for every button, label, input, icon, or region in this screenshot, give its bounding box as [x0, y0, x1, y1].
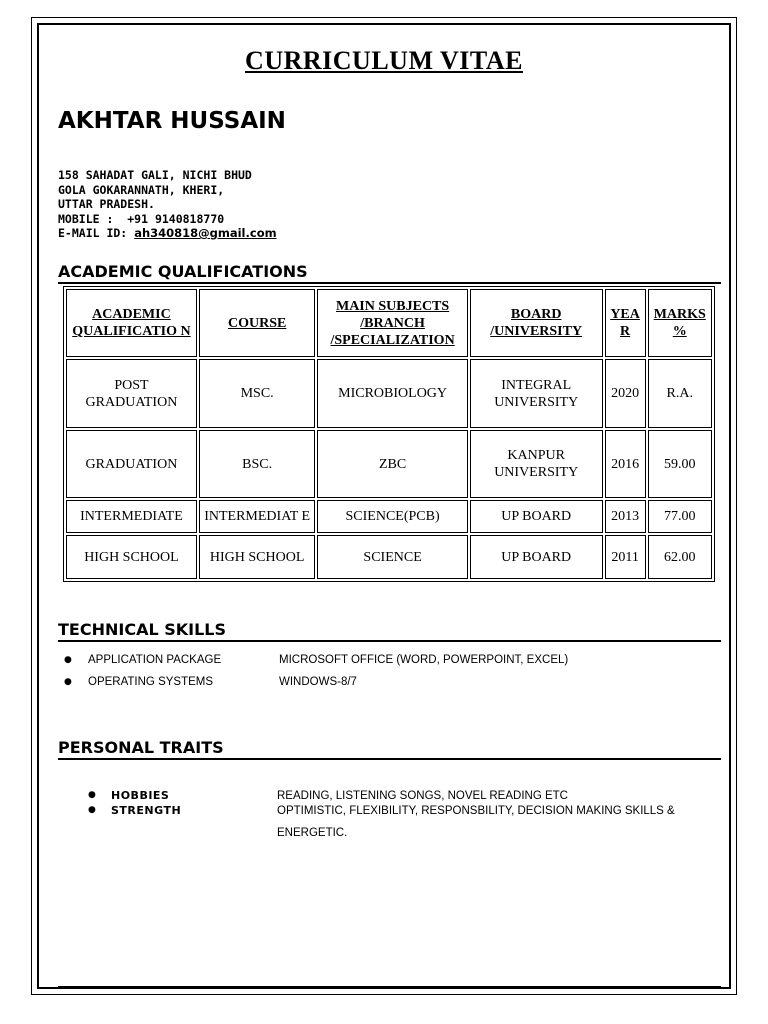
table-cell: R.A. — [648, 359, 712, 428]
skill-label: APPLICATION PACKAGE — [88, 654, 222, 666]
bullet-icon: ● — [64, 677, 72, 687]
table-cell: KANPUR UNIVERSITY — [470, 430, 603, 498]
trait-value: READING, LISTENING SONGS, NOVEL READING ETC — [277, 790, 568, 802]
header-cell: MAIN SUBJECTS /BRANCH /SPECIALIZATION — [317, 289, 467, 357]
traits-rule — [58, 758, 721, 760]
trait-label: HOBBIES — [111, 789, 170, 802]
table-row — [66, 359, 712, 428]
table-row — [66, 500, 712, 533]
table-cell: GRADUATION — [66, 430, 197, 498]
table-cell: SCIENCE — [317, 535, 467, 579]
footer-rule — [58, 986, 721, 988]
header-cell: ACADEMIC QUALIFICATIO N — [66, 289, 197, 357]
table-header-row — [66, 289, 712, 357]
address-line-1: 158 SAHADAT GALI, NICHI BHUD — [58, 168, 252, 182]
table-cell: UP BOARD — [470, 500, 603, 533]
table-cell: HIGH SCHOOL — [66, 535, 197, 579]
table-cell: INTEGRAL UNIVERSITY — [470, 359, 603, 428]
academic-heading: ACADEMIC QUALIFICATIONS — [58, 262, 308, 281]
bullet-icon: ● — [64, 655, 72, 665]
academic-table — [63, 286, 715, 582]
table-cell: SCIENCE(PCB) — [317, 500, 467, 533]
table-cell: UP BOARD — [470, 535, 603, 579]
traits-heading: PERSONAL TRAITS — [58, 738, 224, 757]
technical-rule — [58, 640, 721, 642]
table-cell: 62.00 — [648, 535, 712, 579]
table-cell: 2013 — [605, 500, 646, 533]
table-cell: POST GRADUATION — [66, 359, 197, 428]
skill-value: MICROSOFT OFFICE (WORD, POWERPOINT, EXCEL) — [279, 654, 569, 666]
trait-value: OPTIMISTIC, FLEXIBILITY, RESPONSBILITY, DECISION MAKING SKILLS & ENERGETIC. — [277, 805, 675, 839]
candidate-name: AKHTAR HUSSAIN — [58, 108, 286, 134]
table-cell: 2011 — [605, 535, 646, 579]
table-cell: INTERMEDIATE — [66, 500, 197, 533]
address-line-3: UTTAR PRADESH. — [58, 197, 155, 211]
table-cell: HIGH SCHOOL — [199, 535, 316, 579]
table-cell: BSC. — [199, 430, 316, 498]
bullet-icon: ● — [88, 805, 96, 815]
header-cell: MARKS % — [648, 289, 712, 357]
table-cell: 77.00 — [648, 500, 712, 533]
mobile-label: MOBILE : — [58, 211, 114, 226]
email-label: E-MAIL ID: — [58, 226, 128, 240]
email-link[interactable]: ah340818@gmail.com — [134, 226, 277, 240]
header-cell: COURSE — [199, 289, 316, 357]
contact-block — [58, 168, 277, 241]
trait-label: STRENGTH — [111, 804, 182, 817]
skill-label: OPERATING SYSTEMS — [88, 676, 214, 688]
table-cell: 59.00 — [648, 430, 712, 498]
table-cell: MSC. — [199, 359, 316, 428]
skill-value: WINDOWS-8/7 — [279, 676, 357, 688]
header-cell: YEA R — [605, 289, 646, 357]
table-cell: ZBC — [317, 430, 467, 498]
table-row — [66, 535, 712, 579]
table-cell: INTERMEDIAT E — [199, 500, 316, 533]
academic-rule — [58, 282, 721, 284]
document-title: CURRICULUM VITAE — [245, 46, 523, 75]
table-row — [66, 430, 712, 498]
table-cell: MICROBIOLOGY — [317, 359, 467, 428]
address-line-2: GOLA GOKARANNATH, KHERI, — [58, 182, 225, 197]
bullet-icon: ● — [88, 790, 96, 800]
technical-heading: TECHNICAL SKILLS — [58, 620, 226, 639]
table-cell: 2020 — [605, 359, 646, 428]
table-cell: 2016 — [605, 430, 646, 498]
mobile-number: +91 9140818770 — [127, 211, 225, 226]
header-cell: BOARD /UNIVERSITY — [470, 289, 603, 357]
